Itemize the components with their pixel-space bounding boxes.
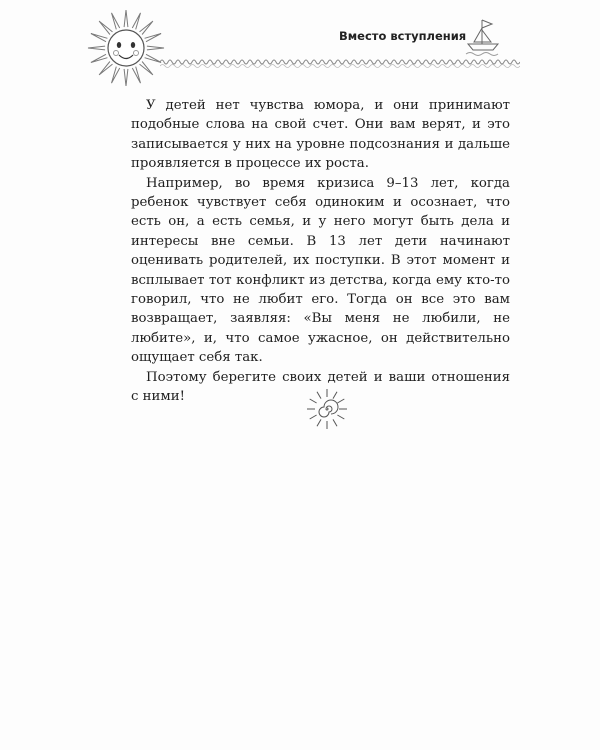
- sun-ray: [145, 54, 162, 62]
- paragraph: Например, во время кризиса 9–13 лет, когда ребенок чувствует себя одиноким и осознает, что есть он, а есть семья, и у него могут быть дела и интересы вне семьи. В 13 лет дети начинают оценивать родителей, их поступки. В этот момент и всплывает тот конфликт из детства, когда ему кто-то говорил, что не любит его. Тогда он все это вам возвращает, заявляя: «Вы меня не любили, не любите», и, что самое ужасное, он действительно ощущает себя так.: [131, 175, 510, 366]
- sun-ray: [310, 415, 317, 419]
- smiling-sun-icon: [84, 6, 168, 90]
- paper-boat-icon: [460, 14, 506, 60]
- sun-ray: [140, 62, 153, 75]
- paragraph: Поэтому берегите своих детей и ваши отношения с ними!: [131, 369, 510, 405]
- sun-ray: [140, 21, 153, 34]
- sun-ray: [91, 34, 108, 42]
- sun-ray: [333, 419, 337, 426]
- sun-ray: [317, 392, 321, 399]
- sun-ray: [147, 46, 164, 50]
- sun-ray: [91, 54, 108, 62]
- sun-ray: [333, 392, 337, 399]
- sun-ray: [132, 67, 140, 84]
- sun-ray: [310, 399, 317, 403]
- sun-ray: [132, 13, 140, 30]
- sun-ray: [124, 69, 128, 86]
- sun-ray: [99, 21, 112, 34]
- sun-ray: [337, 399, 344, 403]
- sun-ray: [317, 419, 321, 426]
- sun-ray: [112, 67, 120, 84]
- sun-ray: [112, 13, 120, 30]
- spiral-sun-icon: [305, 387, 349, 431]
- sun-ray: [145, 34, 162, 42]
- body-text: [131, 96, 510, 407]
- paragraph: У детей нет чувства юмора, и они принимают подобные слова на свой счет. Они вам верят, и это записывается у них на уровне подсознания и дальше проявляется в процессе их роста.: [131, 98, 510, 172]
- running-header: Вместо вступления: [339, 29, 467, 43]
- sun-ray: [124, 10, 128, 27]
- sun-ray: [88, 46, 105, 50]
- sun-ray: [99, 62, 112, 75]
- sun-ray: [337, 415, 344, 419]
